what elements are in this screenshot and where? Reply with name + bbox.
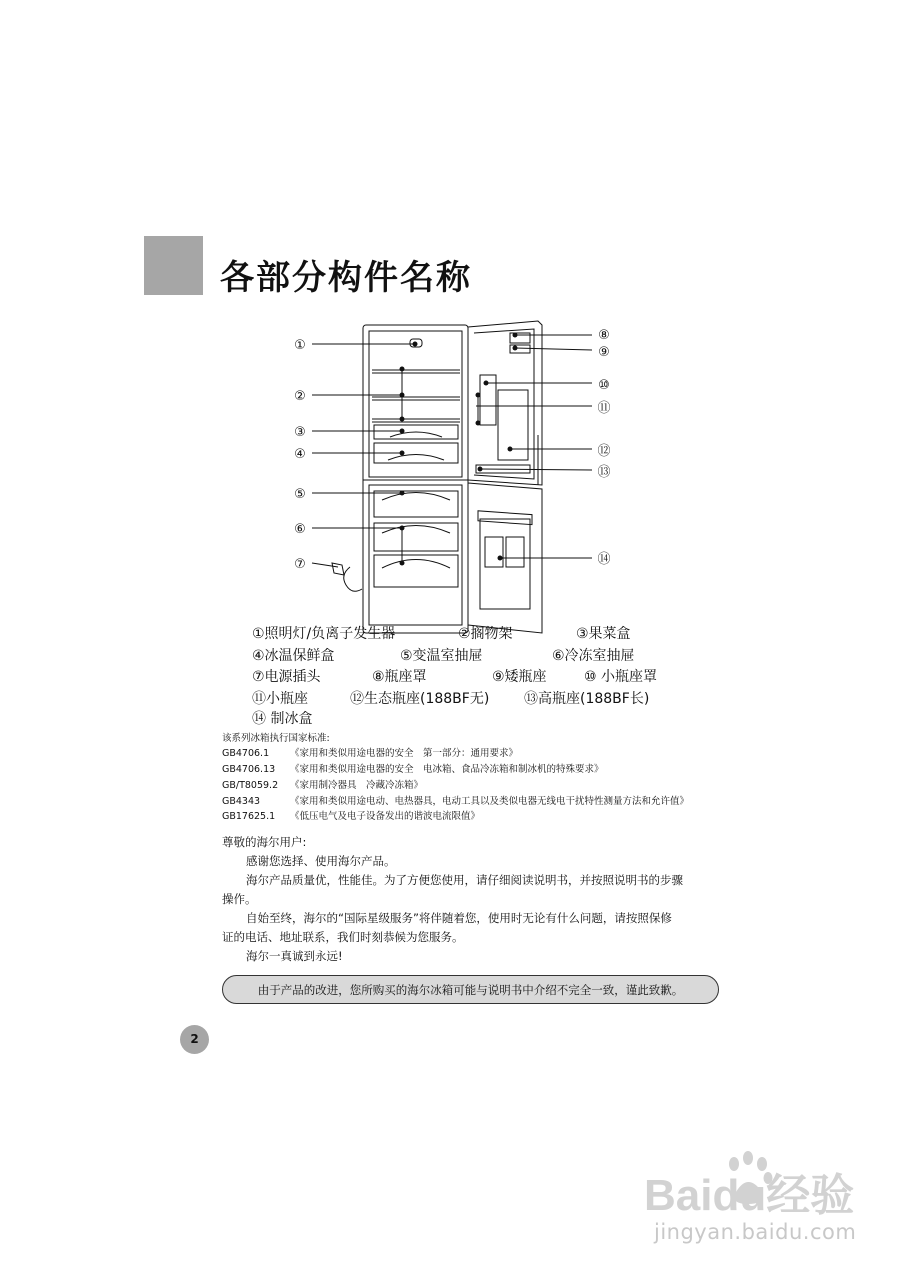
callout-3: ③ [294,425,306,440]
letter-line: 海尔一真诚到永远! [246,949,343,963]
legend-item: ①照明灯/负离子发生器 [252,626,396,642]
standard-desc: 《家用和类似用途电器的安全 第一部分：通用要求》 [290,748,519,759]
refrigerator-diagram [280,315,620,635]
baidu-jingyan-watermark [640,1148,872,1268]
legend-item: ②搁物架 [458,626,513,642]
legend-item: ⑨矮瓶座 [492,669,547,685]
title-marker-block [144,236,203,295]
legend-item: ⑥冷冻室抽屉 [552,648,635,664]
standard-code: GB4343 [222,796,261,807]
callout-9: ⑨ [598,345,610,360]
standard-code: GB/T8059.2 [222,780,279,791]
letter-line: 证的电话、地址联系，我们时刻恭候为您服务。 [222,930,464,944]
legend-item: ⑧瓶座罩 [372,669,427,685]
callout-6: ⑥ [294,522,306,537]
callout-5: ⑤ [294,487,306,502]
legend-item: ⑫生态瓶座(188BF无) [350,691,490,707]
callout-12: ⑫ [597,444,611,459]
legend-item: ④冰温保鲜盒 [252,648,335,664]
letter-line: 操作。 [222,892,257,906]
baidu-jingyan-logo [640,1148,872,1220]
standards-intro: 该系列冰箱执行国家标准: [222,733,330,744]
callout-4: ④ [294,447,306,462]
watermark-url: jingyan.baidu.com [654,1220,857,1244]
callout-2: ② [294,389,306,404]
callout-11: ⑪ [597,401,611,416]
letter-line: 感谢您选择、使用海尔产品。 [246,854,396,868]
standard-desc: 《家用和类似用途电器的安全 电冰箱、食品冷冻箱和制冰机的特殊要求》 [290,764,604,775]
standard-desc: 《低压电气及电子设备发出的谐波电流限值》 [290,811,481,822]
standard-row [222,810,480,824]
standard-row [222,763,604,777]
standard-code: GB4706.13 [222,764,276,775]
callout-13: ⑬ [597,465,611,480]
legend-item: ⑩ 小瓶座罩 [584,669,658,685]
letter-greeting: 尊敬的海尔用户: [222,835,307,849]
letter-line: 海尔产品质量优，性能佳。为了方便您使用，请仔细阅读说明书，并按照说明书的步骤 [246,873,683,887]
legend-item: ⑭ 制冰盒 [252,711,313,727]
standard-desc: 《家用和类似用途电动、电热器具，电动工具以及类似电器无线电干扰特性测量方法和允许值》 [290,796,690,807]
callout-10: ⑩ [598,378,610,393]
notice-text: 由于产品的改进，您所购买的海尔冰箱可能与说明书中介绍不完全一致，谨此致歉。 [257,983,684,997]
legend-item: ⑦电源插头 [252,669,321,685]
standard-row [222,747,518,761]
legend-item: ⑤变温室抽屉 [400,648,483,664]
legend-item: ③果菜盒 [576,626,631,642]
letter-line: 自始至终，海尔的“国际星级服务”将伴随着您，使用时无论有什么问题，请按照保修 [246,911,672,925]
standard-desc: 《家用制冷器具 冷藏冷冻箱》 [290,780,424,791]
standard-row [222,779,423,793]
notice-box [222,975,719,1004]
legend-item: ⑪小瓶座 [252,691,308,707]
page-number: 2 [180,1025,209,1054]
page-title: 各部分构件名称 [220,258,472,298]
standard-row [222,795,689,809]
callout-14: ⑭ [597,552,611,567]
watermark-brand: Baidu经验 [644,1171,855,1220]
callout-7: ⑦ [294,557,306,572]
standard-code: GB4706.1 [222,748,270,759]
callout-8: ⑧ [598,328,610,343]
callout-1: ① [294,338,306,353]
standard-code: GB17625.1 [222,811,276,822]
legend-item: ⑬高瓶座(188BF长) [524,691,650,707]
